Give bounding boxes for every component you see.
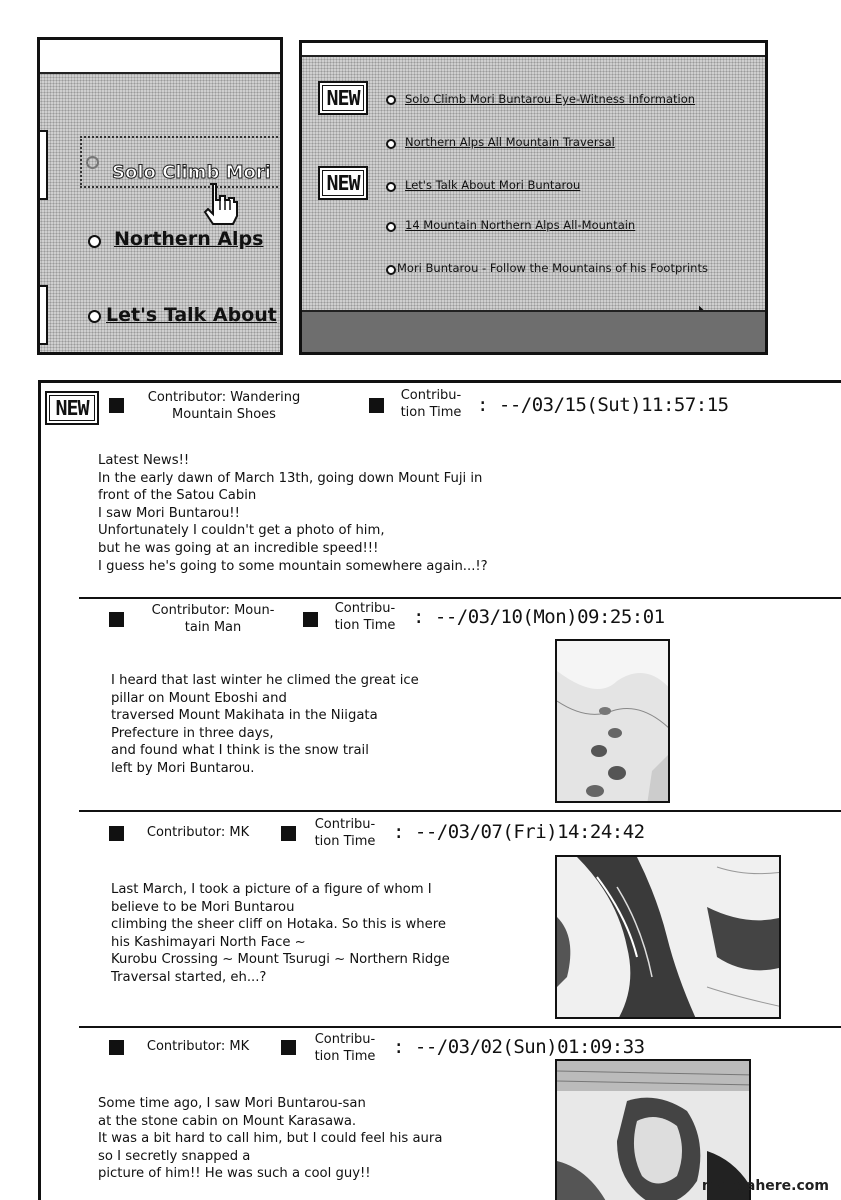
bullet-icon bbox=[386, 182, 396, 192]
sidebar-edge bbox=[37, 285, 48, 345]
post-body: Last March, I took a picture of a figure of whom I believe to be Mori Buntarou climbing the sheer cliff on Hotaka. So this is where his Kashimayari North Face ~ Kurobu Crossing ~ Mount Tsurugi ~ Northern Ridge Traversal started, eh...? bbox=[111, 882, 450, 985]
post-contributor: Contributor: MK bbox=[146, 1039, 250, 1054]
browser-toolbar bbox=[40, 40, 280, 74]
link-northern-alps[interactable]: Northern Alps bbox=[114, 228, 264, 250]
link-14-mountain[interactable]: 14 Mountain Northern Alps All-Mountain bbox=[405, 218, 636, 232]
new-badge: NEW bbox=[45, 391, 99, 425]
square-bullet-icon bbox=[109, 1040, 124, 1055]
browser-panel-zoomed bbox=[37, 37, 283, 355]
post-timestamp: : --/03/02(Sun)01:09:33 bbox=[393, 1036, 645, 1058]
snow-trail-photo bbox=[555, 639, 670, 803]
new-badge: NEW bbox=[318, 166, 368, 200]
post-body: Some time ago, I saw Mori Buntarou-san at the stone cabin on Mount Karasawa. It was a bit hard to call him, but I could feel his aura so I secretly snapped a picture of him!! He was such a cool guy!! bbox=[98, 1096, 443, 1182]
hand-cursor-icon bbox=[196, 180, 242, 226]
browser-panel-forum-index bbox=[299, 40, 768, 355]
watermark-text: mangahere.com bbox=[701, 1178, 829, 1194]
post-divider bbox=[79, 597, 841, 599]
post-time-label: Contribu- tion Time bbox=[314, 817, 376, 849]
square-bullet-icon bbox=[369, 398, 384, 413]
square-bullet-icon bbox=[281, 1040, 296, 1055]
post-contributor: Contributor: Wandering Mountain Shoes bbox=[147, 390, 301, 422]
post-divider bbox=[79, 1026, 841, 1028]
post-body: Latest News!! In the early dawn of March 13th, going down Mount Fuji in front of the Satou Cabin I saw Mori Buntarou!! Unfortunately I couldn't get a photo of him, but he was going at an incredible speed!!! I guess he's going to some mountain somewhere again...!? bbox=[98, 453, 488, 574]
link-lets-talk[interactable]: Let's Talk About bbox=[106, 304, 277, 326]
browser-toolbar bbox=[302, 43, 765, 57]
cliff-climbing-photo bbox=[555, 855, 781, 1019]
bullet-icon bbox=[386, 139, 396, 149]
link-follow-footprints[interactable]: Mori Buntarou - Follow the Mountains of his Footprints bbox=[397, 261, 708, 275]
post-timestamp: : --/03/15(Sut)11:57:15 bbox=[477, 394, 729, 416]
post-time-label: Contribu- tion Time bbox=[334, 601, 396, 633]
link-eye-witness[interactable]: Solo Climb Mori Buntarou Eye-Witness Information bbox=[405, 92, 696, 106]
link-solo-climb[interactable]: Solo Climb Mori bbox=[112, 162, 271, 183]
square-bullet-icon bbox=[109, 612, 124, 627]
bullet-icon bbox=[88, 235, 101, 248]
bullet-icon bbox=[88, 310, 101, 323]
browser-status-bar bbox=[302, 310, 765, 352]
square-bullet-icon bbox=[109, 826, 124, 841]
post-contributor: Contributor: Moun- tain Man bbox=[151, 603, 275, 635]
new-badge: NEW bbox=[318, 81, 368, 115]
post-body: I heard that last winter he climed the great ice pillar on Mount Eboshi and traversed Mount Makihata in the Niigata Prefecture in three days, and found what I think is the snow trail left by Mori Buntarou. bbox=[111, 673, 419, 776]
bullet-icon bbox=[386, 222, 396, 232]
square-bullet-icon bbox=[303, 612, 318, 627]
link-lets-talk-mori[interactable]: Let's Talk About Mori Buntarou bbox=[405, 178, 581, 192]
bullet-icon bbox=[386, 95, 396, 105]
link-all-mountain-traversal[interactable]: Northern Alps All Mountain Traversal bbox=[405, 135, 615, 149]
post-time-label: Contribu- tion Time bbox=[314, 1032, 376, 1064]
forum-board bbox=[38, 380, 841, 1200]
post-timestamp: : --/03/07(Fri)14:24:42 bbox=[393, 821, 645, 843]
square-bullet-icon bbox=[281, 826, 296, 841]
post-divider bbox=[79, 810, 841, 812]
bullet-icon bbox=[86, 156, 99, 169]
sidebar-edge bbox=[37, 130, 48, 200]
square-bullet-icon bbox=[109, 398, 124, 413]
post-contributor: Contributor: MK bbox=[146, 825, 250, 840]
post-timestamp: : --/03/10(Mon)09:25:01 bbox=[413, 606, 665, 628]
bullet-icon bbox=[386, 265, 396, 275]
post-time-label: Contribu- tion Time bbox=[400, 388, 462, 420]
